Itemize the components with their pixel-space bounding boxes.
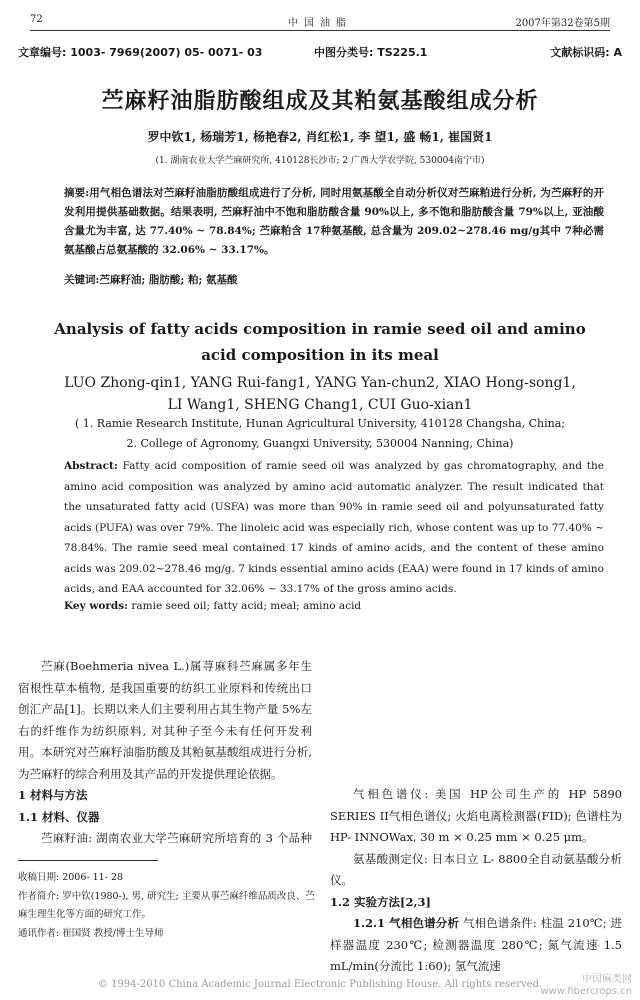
chinese-keywords-label: 关键词:: [64, 274, 100, 286]
chinese-affiliation: (1. 湖南农业大学苎麻研究所, 410128长沙市; 2 广西大学农学院, 530004南宁市): [155, 156, 485, 166]
copyright-notice: © 1994-2010 China Academic Journal Electronic Publishing House. All rights reserved.: [97, 979, 543, 990]
issue-info: 2007年第32卷第5期: [515, 18, 610, 29]
page-number: 72: [30, 14, 43, 25]
body-left-column: [18, 656, 312, 850]
chinese-authors: 罗中钦1, 杨瑞芳1, 杨艳春2, 肖红松1, 李 望1, 盛 畅1, 崔国贤1: [147, 130, 493, 144]
gc-method-paragraph: [330, 913, 622, 978]
chinese-keywords: [64, 272, 238, 287]
english-affiliation-1: ( 1. Ramie Research Institute, Hunan Agricultural University, 410128 Changsha, China;: [74, 417, 566, 430]
chinese-keywords-text: 苎麻籽油; 脂肪酸; 粕; 氨基酸: [99, 274, 238, 286]
introduction-paragraph: 苎麻(Boehmeria nivea L.)属荨麻科苎麻属多年生宿根性草本植物, 是我国重要的纺织工业原料和传统出口创汇产品[1]。长期以来人们主要利用占其生物产量 5%左右的纤维作为纺织原料, 对其种子至今未有任何开发利用。本研究对苎麻籽油脂肪酸及其粕氨基酸组成进行分析, 为苎麻籽的综合利用及其产品的开发提供理论依据。: [18, 659, 312, 781]
materials-paragraph: 苎麻籽油: 湖南农业大学苎麻研究所培育的 3 个品种: [41, 831, 312, 845]
document-code: 文献标识码: A: [550, 46, 622, 59]
english-affiliation-2: 2. College of Agronomy, Guangxi University, 530004 Nanning, China): [126, 437, 514, 450]
article-number: 文章编号: 1003- 7969(2007) 05- 0071- 03: [18, 46, 263, 59]
gc-method-label: 1.2.1 气相色谱分析: [353, 916, 460, 930]
running-head: [30, 14, 610, 31]
footnote-rule: [18, 860, 158, 861]
journal-name: 中国油脂: [288, 18, 352, 29]
footnotes: [18, 868, 316, 944]
english-title: Analysis of fatty acids composition in ramie seed oil and amino acid composition in its meal: [54, 320, 586, 364]
gc-method-text: 气相色谱条件: 柱温 210℃; 进样器温度 230℃; 检测器温度 280℃; 氮气流速 1.5 mL/min(分流比 1:60); 氢气流速: [330, 916, 623, 973]
body-right-column: [330, 656, 622, 978]
section-heading-materials-methods: 1 材料与方法: [18, 788, 88, 802]
chinese-abstract: [64, 184, 604, 260]
footnote-author-bio: 作者简介: 罗中钦(1980-), 男, 研究生; 主要从事苎麻纤维品质改良、苎麻生理生化等方面的研究工作。: [18, 891, 315, 920]
aa-analyzer-paragraph: 氨基酸测定仪: 日本日立 L- 8800全自动氨基酸分析仪。: [330, 851, 622, 887]
english-keywords: [64, 600, 361, 612]
chinese-abstract-text: 用气相色谱法对苎麻籽油脂肪酸组成进行了分析, 同时用氨基酸全自动分析仪对苎麻粕进行分析, 为苎麻籽的开发利用提供基础数据。结果表明, 苎麻籽油中不饱和脂肪酸含量 90%以上, 多不饱和脂肪酸含量 79%以上, 亚油酸含量尤为丰富, 达 77.40% ~ 78.84%; 苎麻粕含 17种氨基酸, 总含量为 209.02~278.46 mg/g其中 7种必需氨基酸占总氨基酸的 32.06% ~ 33.17%。: [64, 187, 604, 256]
chinese-title: 苎麻籽油脂肪酸组成及其粕氨基酸组成分析: [101, 88, 539, 114]
footnote-corresponding: 通讯作者: 崔国贤 教授/博士生导师: [18, 928, 164, 939]
footnote-received: 收稿日期: 2006- 11- 28: [18, 872, 124, 883]
clc-number: 中图分类号: TS225.1: [314, 46, 428, 59]
subsection-heading-materials: 1.1 材料、仪器: [18, 809, 100, 824]
watermark-url: www.fibercrops.cn: [540, 986, 632, 997]
english-authors: LUO Zhong-qin1, YANG Rui-fang1, YANG Yan-chun2, XIAO Hong-song1, LI Wang1, SHENG Chang1, CUI Guo-xian1: [64, 375, 576, 413]
subsection-heading-methods: 1.2 实验方法[2,3]: [330, 894, 431, 909]
english-abstract-text: Fatty acid composition of ramie seed oil was analyzed by gas chromatography, and the amino acid composition was analyzed by amino acid automatic analyzer. The result indicated that the unsaturated fatty acid (USFA) was more than 90% in ramie seed oil and polyunsaturated fatty acids (PUFA) was over 79%. The linoleic acid was especially rich, whose content was up to 77.40% ~ 78.84%. The ramie seed meal contained 17 kinds of amino acids, and the content of these amino acids was 209.02~278.46 mg/g. 7 kinds essential amino acids (EAA) were found in 17 kinds of amino acids, and EAA accounted for 32.06% ~ 33.17% of the gross amino acids.: [64, 460, 604, 595]
gc-instrument-paragraph: 气相色谱仪: 美国 HP公司生产的 HP 5890 SERIES II气相色谱仪; 火焰电离检测器(FID); 色谱柱为 HP- INNOWax, 30 m × 0.25 mm × 0.25 μm。: [330, 787, 622, 844]
site-watermark: [540, 974, 632, 998]
chinese-abstract-label: 摘要:: [64, 187, 90, 199]
watermark-site-name: 中国麻类网: [582, 974, 632, 985]
english-affiliation: [60, 414, 580, 454]
english-keywords-label: Key words:: [64, 600, 129, 612]
english-keywords-text: ramie seed oil; fatty acid; meal; amino acid: [131, 600, 362, 612]
english-abstract: [64, 456, 604, 600]
english-abstract-label: Abstract:: [64, 460, 118, 472]
